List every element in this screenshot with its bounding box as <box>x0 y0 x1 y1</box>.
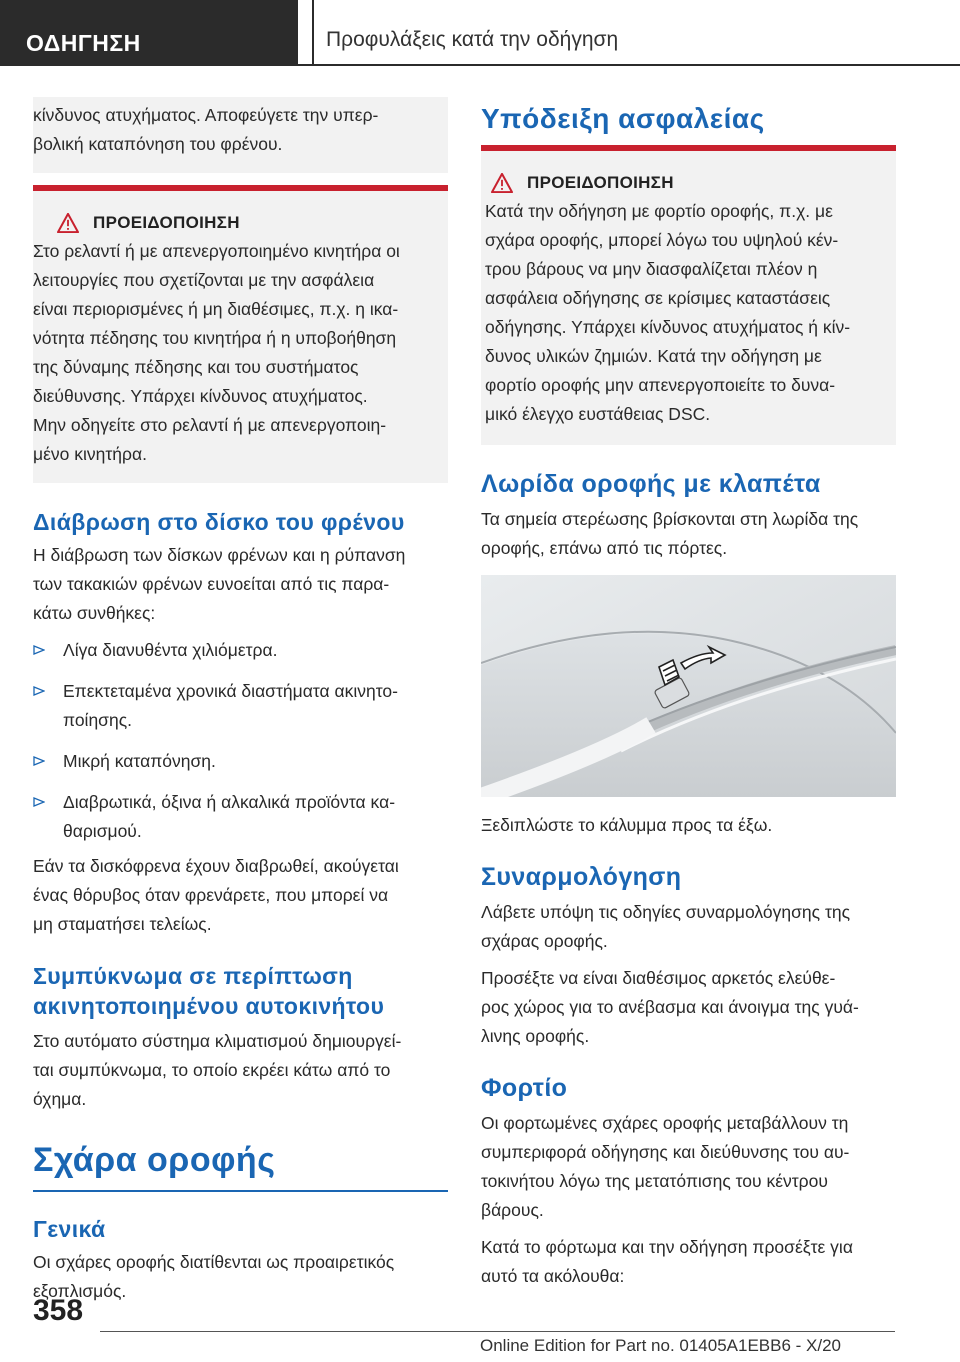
footer-rule <box>100 1331 895 1332</box>
heading-condensate: Συμπύκνωμα σε περίπτωση ακινητοποιημένου αυτοκινήτου <box>33 963 385 1019</box>
load-line: τοκινήτου λόγω της μετατόπισης του κέντρου <box>481 1171 828 1191</box>
assembly-line: Προσέξτε να είναι διαθέσιμος αρκετός ελεύθε- <box>481 968 836 988</box>
photo-caption: Ξεδιπλώστε το κάλυμμα προς τα έξω. <box>481 815 773 835</box>
warning-label: ΠΡΟΕΙΔΟΠΟΙΗΣΗ <box>527 173 674 192</box>
corrosion-intro-line: των τακακιών φρένων ευνοείται από τις παρα- <box>33 574 390 594</box>
warning-heading <box>47 213 448 233</box>
corrosion-intro-line: Η διάβρωση των δίσκων φρένων και η ρύπανση <box>33 545 406 565</box>
corrosion-outro-line: μη σταματήσει τελείως. <box>33 914 212 934</box>
heading-roofstrip: Λωρίδα οροφής με κλαπέτα <box>481 470 821 498</box>
section-tab: ΟΔΗΓΗΣΗ <box>0 0 298 66</box>
roofstrip-line: οροφής, επάνω από τις πόρτες. <box>481 538 728 558</box>
warning-line: Κατά την οδήγηση με φορτίο οροφής, π.χ. με <box>485 201 833 221</box>
warning-line: λειτουργίες που σχετίζονται με την ασφάλεια <box>33 270 375 290</box>
warning-box-engine <box>33 191 448 483</box>
heading-load: Φορτίο <box>481 1074 568 1102</box>
header-rule <box>298 64 960 66</box>
corrosion-list <box>33 636 448 846</box>
assembly-line: ρος χώρος για το ανέβασμα και άνοιγμα της γυά- <box>481 997 859 1017</box>
general-line: εξοπλισμός. <box>33 1281 127 1301</box>
load-line: Κατά το φόρτωμα και την οδήγηση προσέξτε για <box>481 1237 853 1257</box>
warning-line: της δύναμης πέδησης και του συστήματος <box>33 357 359 377</box>
warning-box-roofload <box>481 151 896 445</box>
warning-triangle-icon <box>57 213 79 233</box>
load-line: Οι φορτωμένες σχάρες οροφής μεταβάλλουν τη <box>481 1113 849 1133</box>
heading-safety: Υπόδειξη ασφαλείας <box>481 103 765 134</box>
warning-line: ασφάλεια οδήγησης σε κρίσιμες καταστάσεις <box>485 288 831 308</box>
assembly-line: λινης οροφής. <box>481 1026 590 1046</box>
top-note-line: βολική καταπόνηση του φρένου. <box>33 134 283 154</box>
list-item: Λίγα διανυθέντα χιλιόμετρα. <box>33 636 448 665</box>
warning-line: φορτίο οροφής μην απενεργοποιείτε το δυνα- <box>485 375 836 395</box>
list-item: Διαβρωτικά, όξινα ή αλκαλικά προϊόντα κα- θαρισμού. <box>33 788 448 846</box>
warning-line: οδήγησης. Υπάρχει κίνδυνος ατυχήματος ή κίν- <box>485 317 851 337</box>
warning-label: ΠΡΟΕΙΔΟΠΟΙΗΣΗ <box>93 213 240 232</box>
page-header <box>0 0 960 66</box>
warning-line: διεύθυνσης. Υπάρχει κίνδυνος ατυχήματος. <box>33 386 368 406</box>
assembly-line: Λάβετε υπόψη τις οδηγίες συναρμολόγησης της <box>481 902 851 922</box>
warning-line: είναι περιορισμένες ή μη διαθέσιμες, π.χ. η ικα- <box>33 299 399 319</box>
warning-line: μικό έλεγχο ευστάθειας DSC. <box>485 404 711 424</box>
warning-line: δυνος υλικών ζημιών. Κατά την οδήγηση με <box>485 346 822 366</box>
triangle-right-icon <box>33 645 45 655</box>
warning-line: Στο ρελαντί ή με απενεργοποιημένο κινητήρα οι <box>33 241 400 261</box>
chapter-title: Σχάρα οροφής <box>33 1141 276 1179</box>
warning-line: τρου βάρους να μην διασφαλίζεται πλέον η <box>485 259 818 279</box>
corrosion-outro-line: Εάν τα δισκόφρενα έχουν διαβρωθεί, ακούγεται <box>33 856 399 876</box>
warning-line: μένο κινητήρα. <box>33 444 147 464</box>
list-item: Επεκτεταμένα χρονικά διαστήματα ακινητο- ποίησης. <box>33 677 448 735</box>
top-note-line: κίνδυνος ατυχήματος. Αποφεύγετε την υπερ- <box>33 105 379 125</box>
condensate-line: ται συμπύκνωμα, το οποίο εκρέει κάτω από το <box>33 1060 391 1080</box>
warning-line: σχάρα οροφής, μπορεί λόγω του υψηλού κέν- <box>485 230 839 250</box>
top-note-box <box>33 97 448 173</box>
condensate-line: Στο αυτόματο σύστημα κλιματισμού δημιουργεί- <box>33 1031 402 1051</box>
corrosion-intro-line: κάτω συνθήκες: <box>33 603 156 623</box>
general-line: Οι σχάρες οροφής διατίθενται ως προαιρετικός <box>33 1252 395 1272</box>
warning-line: νότητα πέδησης του κινητήρα ή η υποβοήθηση <box>33 328 397 348</box>
list-item: Μικρή καταπόνηση. <box>33 747 448 776</box>
left-column <box>33 97 448 1306</box>
header-separator <box>312 0 314 64</box>
load-line: αυτό τα ακόλουθα: <box>481 1266 625 1286</box>
heading-general: Γενικά <box>33 1216 106 1242</box>
right-column <box>481 97 896 1291</box>
triangle-right-icon <box>33 797 45 807</box>
corrosion-outro-line: ένας θόρυβος όταν φρενάρετε, που μπορεί να <box>33 885 389 905</box>
warning-triangle-icon <box>491 173 513 193</box>
warning-line: Μην οδηγείτε στο ρελαντί ή με απενεργοποιη- <box>33 415 387 435</box>
triangle-right-icon <box>33 756 45 766</box>
footer-edition: Online Edition for Part no. 01405A1EBB6 - X/20 <box>480 1336 842 1355</box>
load-line: συμπεριφορά οδήγησης και διεύθυνσης του αυ- <box>481 1142 850 1162</box>
heading-assembly: Συναρμολόγηση <box>481 863 682 891</box>
assembly-line: σχάρας οροφής. <box>481 931 608 951</box>
warning-heading <box>481 173 896 193</box>
roof-strip-illustration <box>481 575 896 797</box>
roofstrip-line: Τα σημεία στερέωσης βρίσκονται στη λωρίδα της <box>481 509 859 529</box>
condensate-line: όχημα. <box>33 1089 87 1109</box>
page-number: 358 <box>33 1294 84 1327</box>
roof-strip-photo <box>481 575 896 797</box>
triangle-right-icon <box>33 686 45 696</box>
header-title: Προφυλάξεις κατά την οδήγηση <box>326 28 619 51</box>
load-line: βάρους. <box>481 1200 544 1220</box>
heading-corrosion: Διάβρωση στο δίσκο του φρένου <box>33 509 405 535</box>
